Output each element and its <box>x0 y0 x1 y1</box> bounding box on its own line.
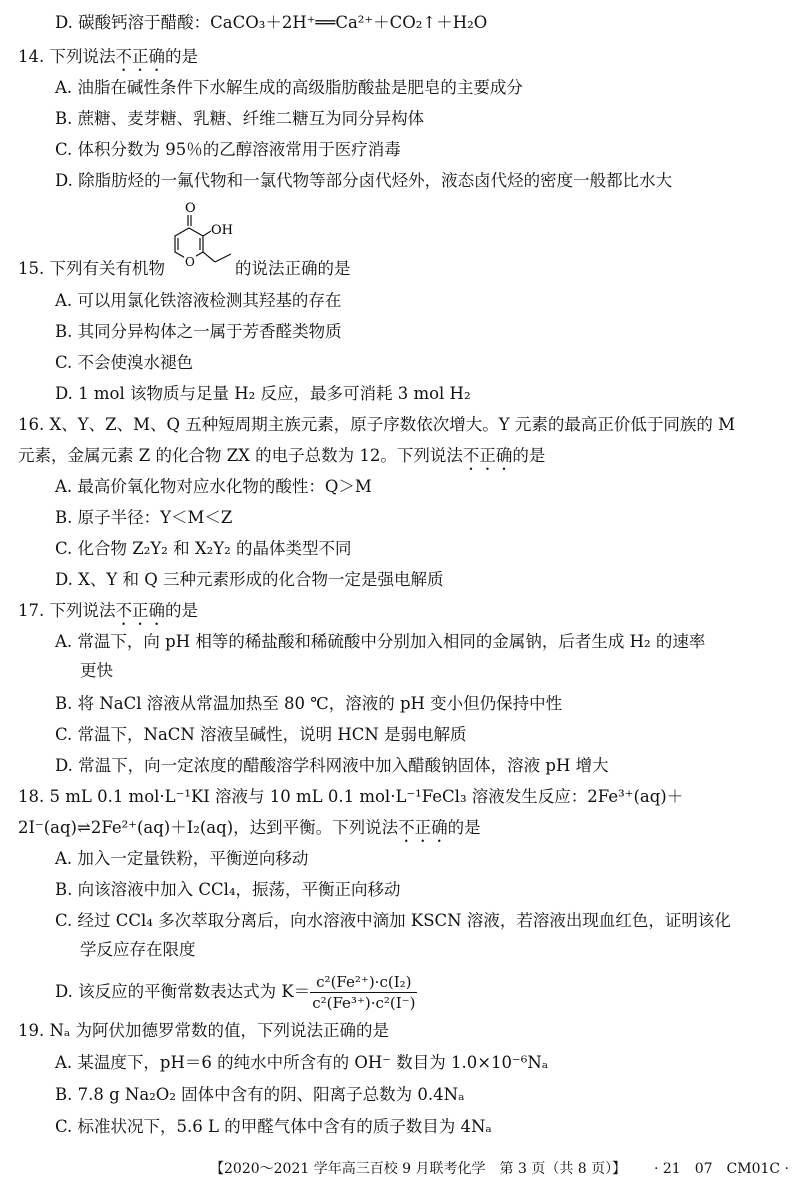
q17-stem-emphasis: 不正确 <box>115 601 165 620</box>
equilibrium-constant-fraction <box>310 972 417 1013</box>
q19-option-a: A. 某温度下，pH＝6 的纯水中所含有的 OH⁻ 数目为 1.0×10⁻⁶Nₐ <box>55 1053 549 1072</box>
q15-option-b: B. 其同分异构体之一属于芳香醛类物质 <box>55 322 342 341</box>
q16-option-a: A. 最高价氧化物对应水化物的酸性：Q＞M <box>55 477 372 496</box>
q14-option-d: D. 除脂肪烃的一氟代物和一氯代物等部分卤代烃外，液态卤代烃的密度一般都比水大 <box>55 171 673 190</box>
fraction-numerator: c²(Fe²⁺)·c(I₂) <box>310 972 417 993</box>
q17-option-b: B. 将 NaCl 溶液从常温加热至 80 ℃，溶液的 pH 变小但仍保持中性 <box>55 694 563 713</box>
q18-stem-tail: 的是 <box>447 818 481 837</box>
q16-stem-tail: 的是 <box>512 446 546 465</box>
q17-stem <box>18 600 198 629</box>
page-footer: 【2020～2021 学年高三百校 9 月联考化学 第 3 页（共 8 页）】 <box>210 1161 627 1177</box>
q14-option-a: A. 油脂在碱性条件下水解生成的高级脂肪酸盐是肥皂的主要成分 <box>55 78 523 97</box>
q18-stem-text: 2I⁻(aq)⇌2Fe²⁺(aq)＋I₂(aq)，达到平衡。下列说法 <box>18 818 399 837</box>
q17-option-a-line1: A. 常温下，向 pH 相等的稀盐酸和稀硫酸中分别加入相同的金属钠，后者生成 H₂ 的速率 <box>55 632 706 651</box>
q15-stem-tail: 的说法正确的是 <box>235 259 351 278</box>
q18-stem-line1: 18. 5 mL 0.1 mol·L⁻¹KI 溶液与 10 mL 0.1 mol·L⁻¹FeCl₃ 溶液发生反应：2Fe³⁺(aq)＋ <box>18 787 684 806</box>
q14-stem-emphasis: 不正确 <box>115 47 165 66</box>
q17-option-a-line2: 更快 <box>80 661 113 680</box>
q19-stem: 19. Nₐ 为阿伏加德罗常数的值，下列说法正确的是 <box>18 1021 390 1040</box>
q18-stem-emphasis: 不正确 <box>398 818 448 837</box>
q14-stem-text: 14. 下列说法 <box>18 47 116 66</box>
q19-option-c: C. 标准状况下，5.6 L 的甲醛气体中含有的质子数目为 4Nₐ <box>55 1117 492 1136</box>
q17-option-c: C. 常温下，NaCN 溶液呈碱性，说明 HCN 是弱电解质 <box>55 725 467 744</box>
q14-option-c: C. 体积分数为 95％的乙醇溶液常用于医疗消毒 <box>55 140 401 159</box>
q15-option-c: C. 不会使溴水褪色 <box>55 353 194 372</box>
q17-option-d: D. 常温下，向一定浓度的醋酸溶学科网液中加入醋酸钠固体，溶液 pH 增大 <box>55 756 609 775</box>
q16-stem-text: 元素，金属元素 Z 的化合物 ZX 的电子总数为 12。下列说法 <box>18 446 463 465</box>
q16-option-b: B. 原子半径：Y＜M＜Z <box>55 508 233 527</box>
q18-option-d-text: D. 该反应的平衡常数表达式为 K＝ <box>55 982 311 1001</box>
q15-stem-text: 15. 下列有关有机物 <box>18 259 165 278</box>
q16-stem-line2 <box>18 445 545 474</box>
molecule-ring-o: O <box>185 255 195 269</box>
q14-stem <box>18 46 198 75</box>
q15-option-d: D. 1 mol 该物质与足量 H₂ 反应，最多可消耗 3 mol H₂ <box>55 384 471 403</box>
q18-option-c-line1: C. 经过 CCl₄ 多次萃取分离后，向水溶液中滴加 KSCN 溶液，若溶液出现血红色，证明该化 <box>55 911 731 930</box>
q18-option-c-line2: 学反应存在限度 <box>80 940 196 959</box>
q16-option-d: D. X、Y 和 Q 三种元素形成的化合物一定是强电解质 <box>55 570 444 589</box>
q15-option-a: A. 可以用氯化铁溶液检测其羟基的存在 <box>55 291 342 310</box>
q15-stem <box>18 258 351 280</box>
q16-option-c: C. 化合物 Z₂Y₂ 和 X₂Y₂ 的晶体类型不同 <box>55 539 352 558</box>
q17-stem-tail: 的是 <box>165 601 198 620</box>
molecule-hydroxyl: OH <box>211 223 233 238</box>
q14-option-b: B. 蔗糖、麦芽糖、乳糖、纤维二糖互为同分异构体 <box>55 109 425 128</box>
q18-option-a: A. 加入一定量铁粉，平衡逆向移动 <box>55 849 309 868</box>
q14-stem-tail: 的是 <box>165 47 198 66</box>
fraction-denominator: c²(Fe³⁺)·c²(I⁻) <box>312 994 416 1012</box>
q13-option-d: D. 碳酸钙溶于醋酸：CaCO₃＋2H⁺══Ca²⁺＋CO₂↑＋H₂O <box>55 13 488 32</box>
q19-option-b: B. 7.8 g Na₂O₂ 固体中含有的阴、阳离子总数为 0.4Nₐ <box>55 1085 465 1104</box>
molecule-carbonyl-o: O <box>185 201 196 216</box>
q16-stem-emphasis: 不正确 <box>462 446 513 465</box>
q18-option-b: B. 向该溶液中加入 CCl₄，振荡，平衡正向移动 <box>55 880 401 899</box>
q18-option-d <box>55 972 417 1013</box>
q16-stem-line1: 16. X、Y、Z、M、Q 五种短周期主族元素，原子序数依次增大。Y 元素的最高正价低于同族的 M <box>18 415 736 434</box>
page-code: · 21 07 CM01C · <box>654 1161 790 1177</box>
q18-stem-line2 <box>18 817 481 846</box>
q17-stem-text: 17. 下列说法 <box>18 601 116 620</box>
